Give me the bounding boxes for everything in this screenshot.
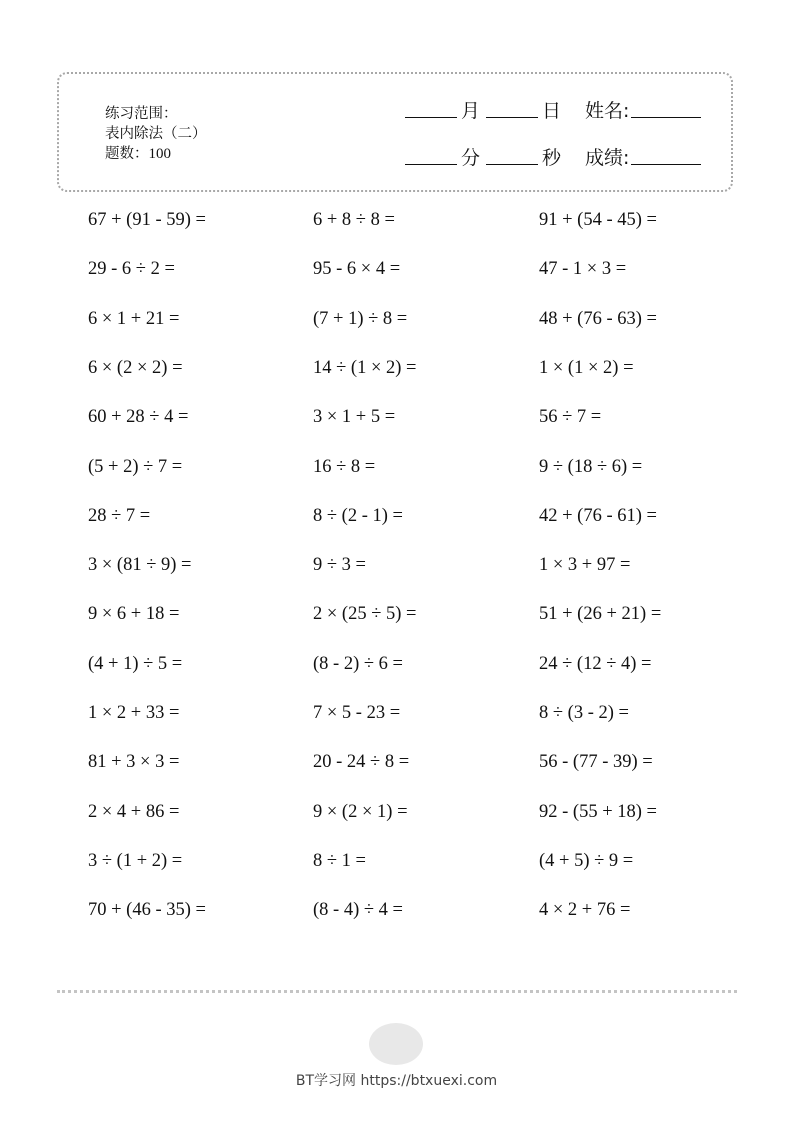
problem-item: 6 × 1 + 21 =: [88, 309, 180, 329]
count-line: [105, 144, 207, 164]
problem-item: (7 + 1) ÷ 8 =: [313, 309, 408, 329]
problem-item: 2 × 4 + 86 =: [88, 802, 180, 822]
problem-item: 4 × 2 + 76 =: [539, 900, 631, 920]
problem-item: 2 × (25 ÷ 5) =: [313, 604, 417, 624]
problem-item: (8 - 4) ÷ 4 =: [313, 900, 403, 920]
name-blank[interactable]: [631, 116, 701, 118]
problem-item: 1 × 3 + 97 =: [539, 555, 631, 575]
name-label: 姓名:: [585, 100, 630, 122]
second-label: 秒: [542, 147, 562, 169]
exercise-info: [105, 104, 207, 164]
problem-item: 95 - 6 × 4 =: [313, 259, 401, 279]
score-label: 成绩:: [585, 147, 630, 169]
second-blank[interactable]: [486, 163, 538, 165]
problem-item: 8 ÷ (3 - 2) =: [539, 703, 629, 723]
range-value: 表内除法（二）: [105, 126, 207, 142]
problem-item: 9 ÷ 3 =: [313, 555, 366, 575]
problem-item: 1 × 2 + 33 =: [88, 703, 180, 723]
month-blank[interactable]: [405, 116, 457, 118]
score-blank[interactable]: [631, 163, 701, 165]
problem-item: 91 + (54 - 45) =: [539, 210, 657, 230]
problem-item: 16 ÷ 8 =: [313, 457, 376, 477]
problem-item: (4 + 1) ÷ 5 =: [88, 654, 183, 674]
problem-item: 7 × 5 - 23 =: [313, 703, 401, 723]
day-label: 日: [542, 100, 562, 122]
problem-item: 3 ÷ (1 + 2) =: [88, 851, 183, 871]
problem-item: 67 + (91 - 59) =: [88, 210, 206, 230]
count-value: 100: [148, 146, 171, 162]
minute-blank[interactable]: [405, 163, 457, 165]
problem-item: (4 + 5) ÷ 9 =: [539, 851, 634, 871]
problem-item: 29 - 6 ÷ 2 =: [88, 259, 175, 279]
problem-item: 6 × (2 × 2) =: [88, 358, 183, 378]
count-label: 题数：: [105, 146, 149, 162]
range-label: 练习范围：: [105, 106, 178, 122]
problem-item: 56 ÷ 7 =: [539, 407, 602, 427]
problem-item: 3 × 1 + 5 =: [313, 407, 396, 427]
problem-item: 1 × (1 × 2) =: [539, 358, 634, 378]
problem-item: 9 × (2 × 1) =: [313, 802, 408, 822]
problem-item: 6 + 8 ÷ 8 =: [313, 210, 395, 230]
day-blank[interactable]: [486, 116, 538, 118]
minute-label: 分: [461, 147, 481, 169]
time-score-row: [405, 147, 701, 169]
problem-item: 48 + (76 - 63) =: [539, 309, 657, 329]
footer-divider: [57, 990, 737, 993]
problem-item: 24 ÷ (12 ÷ 4) =: [539, 654, 652, 674]
problem-item: 56 - (77 - 39) =: [539, 752, 653, 772]
month-label: 月: [461, 100, 481, 122]
problem-item: 20 - 24 ÷ 8 =: [313, 752, 410, 772]
site-credit: BT学习网 https://btxuexi.com: [295, 1073, 498, 1089]
problem-item: 9 × 6 + 18 =: [88, 604, 180, 624]
page-number-badge: [369, 1023, 423, 1065]
problem-item: 92 - (55 + 18) =: [539, 802, 657, 822]
problem-item: 51 + (26 + 21) =: [539, 604, 662, 624]
problem-item: 3 × (81 ÷ 9) =: [88, 555, 192, 575]
problem-item: 8 ÷ 1 =: [313, 851, 366, 871]
problem-item: 42 + (76 - 61) =: [539, 506, 657, 526]
date-name-row: [405, 100, 701, 122]
problem-item: 28 ÷ 7 =: [88, 506, 151, 526]
header-box: [57, 72, 733, 192]
problem-item: 70 + (46 - 35) =: [88, 900, 206, 920]
problem-item: 47 - 1 × 3 =: [539, 259, 627, 279]
problem-item: 14 ÷ (1 × 2) =: [313, 358, 417, 378]
problem-item: 9 ÷ (18 ÷ 6) =: [539, 457, 643, 477]
problem-item: 60 + 28 ÷ 4 =: [88, 407, 189, 427]
problem-item: (8 - 2) ÷ 6 =: [313, 654, 403, 674]
problem-item: 81 + 3 × 3 =: [88, 752, 180, 772]
problem-item: (5 + 2) ÷ 7 =: [88, 457, 183, 477]
problem-item: 8 ÷ (2 - 1) =: [313, 506, 403, 526]
